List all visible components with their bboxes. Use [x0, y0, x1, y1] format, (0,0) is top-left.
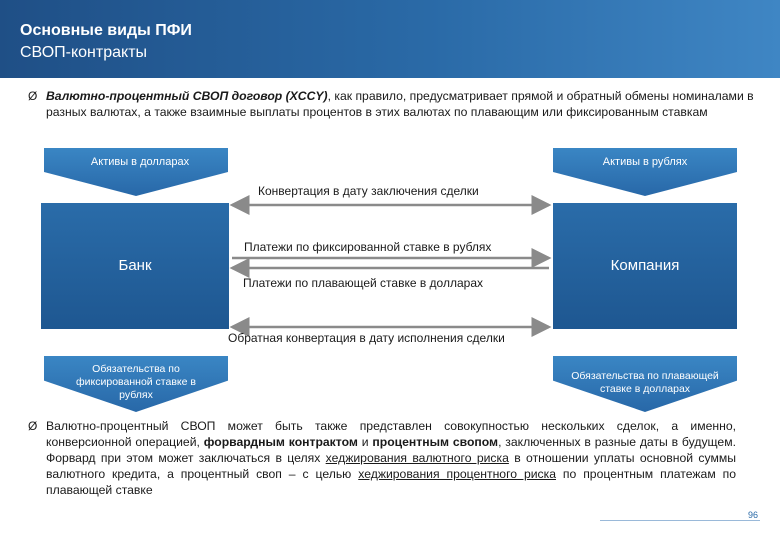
p2-part2: и — [357, 435, 373, 449]
xccy-text: , как правило, предусматривает прямой и обратный обмены номиналами в разных валютах, а также взаимные выплаты процентов в этих валютах по плавающим или фиксированным ставкам — [46, 89, 754, 119]
assets-rub-label: Активы в рублях — [602, 156, 688, 168]
liabilities-floating-label: Обязательства по плавающей ставке в долларах — [571, 370, 719, 395]
liabilities-fixed-label: Обязательства по фиксированной ставке в рублях — [76, 363, 196, 401]
bullet-arrow-icon: Ø — [28, 89, 38, 103]
forward-contract-term: форвардным контрактом — [203, 435, 358, 449]
footer-divider — [600, 520, 760, 521]
p2-part5: по процентным платежам по плавающей ставке — [46, 467, 736, 497]
bank-label: Банк — [118, 257, 152, 274]
floating-payments-label: Платежи по плавающей ставке в долларах — [243, 276, 483, 290]
conversion-start-label: Конвертация в дату заключения сделки — [258, 184, 479, 198]
interest-swap-term: процентным свопом — [372, 435, 499, 449]
page-subtitle: СВОП-контракты — [20, 44, 148, 61]
company-label: Компания — [610, 257, 680, 274]
paragraph-xccy-composition — [46, 418, 736, 498]
page-title: Основные виды ПФИ — [20, 22, 192, 39]
assets-usd-label: Активы в долларах — [90, 156, 190, 168]
p2-part1: Валютно-процентный СВОП может быть также представлен совокупностью нескольких сделок, а именно, конверсионной операцией, — [46, 419, 736, 449]
bullet-arrow-icon-2: Ø — [28, 419, 38, 433]
p2-part3: , заключенных в разные даты в будущем. Форвард при этом может заключаться в целях — [46, 435, 736, 465]
xccy-term: Валютно-процентный СВОП договор (XCCY) — [46, 89, 328, 103]
conversion-end-label: Обратная конвертация в дату исполнения сделки — [228, 331, 505, 345]
fx-risk-hedging-link: хеджирования валютного риска — [325, 451, 509, 465]
p2-part4: в отношении уплаты основной суммы валютного кредита, а процентный своп – с целью — [46, 451, 736, 481]
fixed-payments-label: Платежи по фиксированной ставке в рублях — [244, 240, 492, 254]
interest-risk-hedging-link: хеджирования процентного риска — [358, 467, 557, 481]
page-number: 96 — [748, 510, 759, 520]
